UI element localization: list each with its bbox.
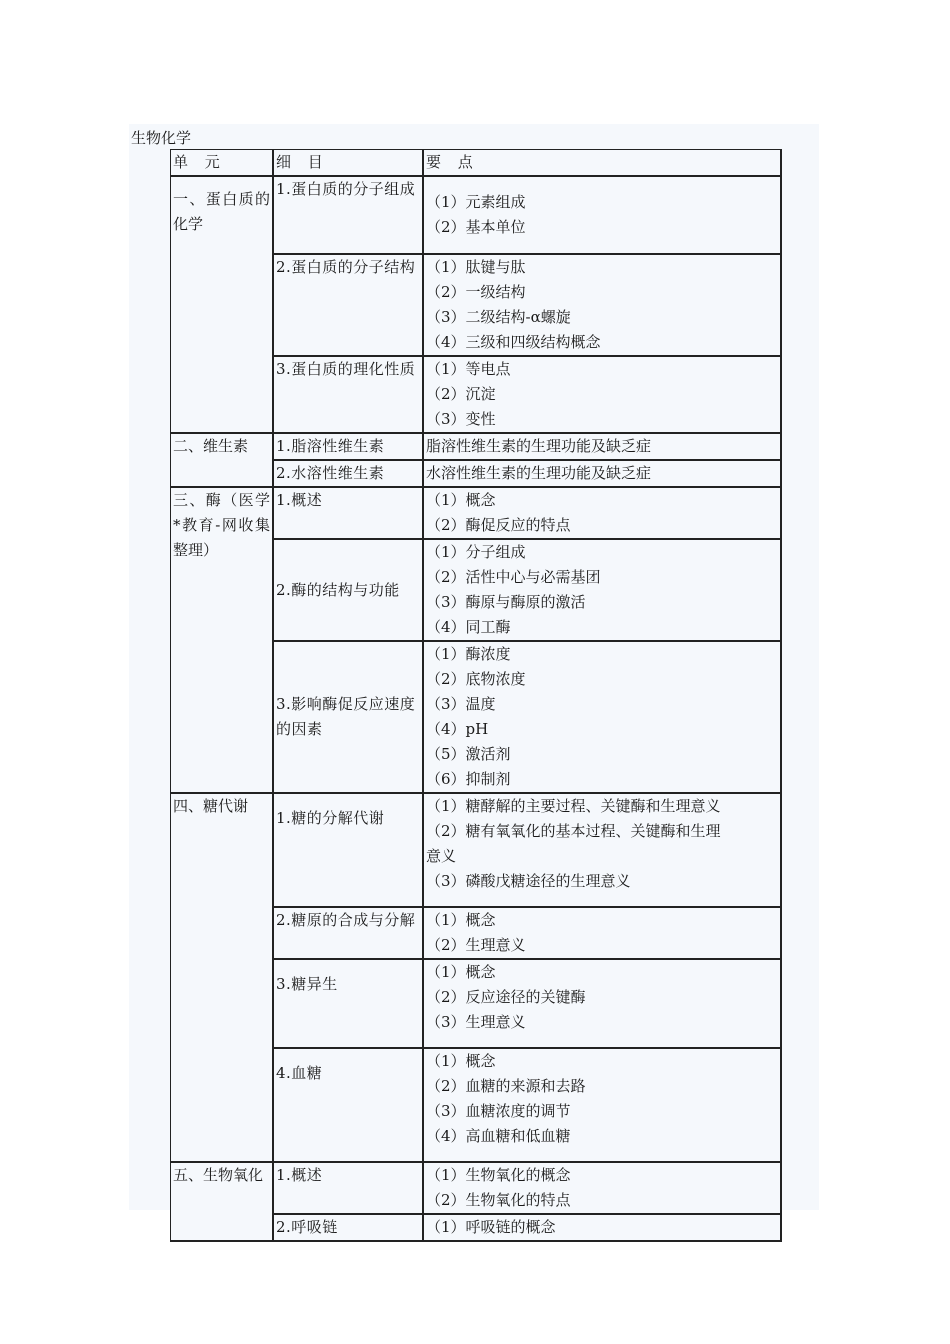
point-item: 水溶性维生素的生理功能及缺乏症 [426,464,652,482]
points-cell [424,960,782,1049]
point-item: （2）基本单位 [426,218,526,236]
point-item: （3）酶原与酶原的激活 [426,593,586,611]
point-item: 意义 [426,847,457,865]
point-item: （4）pH [426,720,489,738]
detail-cell: 1.概述 [274,1163,424,1215]
point-item: 脂溶性维生素的生理功能及缺乏症 [426,437,652,455]
unit-cell: 四、糖代谢 [171,794,274,1163]
points-cell [424,1163,782,1215]
detail-line: 3.影响酶促反应速度 [276,695,416,713]
table-header-row [171,150,782,177]
point-item: （2）生理意义 [426,936,526,954]
point-item: （1）糖酵解的主要过程、关键酶和生理意义 [426,797,721,815]
point-item: （1）概念 [426,1052,496,1070]
table-row [171,1163,782,1215]
point-item: （4）三级和四级结构概念 [426,333,601,351]
point-item: （1）元素组成 [426,193,526,211]
header-detail: 细 目 [274,150,424,177]
point-item: （6）抑制剂 [426,770,511,788]
point-item: （3）温度 [426,695,496,713]
syllabus-table [170,149,782,1242]
point-item: （1）概念 [426,911,496,929]
detail-cell: 2.蛋白质的分子结构 [274,255,424,357]
point-item: （2）生物氧化的特点 [426,1191,571,1209]
point-item: （1）肽键与肽 [426,258,526,276]
unit-cell: 一、蛋白质的化学 [171,177,274,434]
point-item: （2）反应途径的关键酶 [426,988,586,1006]
point-item: （3）血糖浓度的调节 [426,1102,571,1120]
points-cell [424,357,782,434]
point-item: （1）生物氧化的概念 [426,1166,571,1184]
unit-cell: 三、酶（医学*教育-网收集整理） [171,488,274,794]
detail-cell: 1.糖的分解代谢 [274,794,424,908]
detail-cell: 2.水溶性维生素 [274,461,424,488]
points-cell [424,255,782,357]
table-row [171,794,782,908]
points-cell [424,434,782,461]
table-row [171,434,782,461]
point-item: （1）酶浓度 [426,645,511,663]
point-item: （2）一级结构 [426,283,526,301]
point-item: （2）沉淀 [426,385,496,403]
points-cell [424,1215,782,1242]
detail-line: 的因素 [276,720,323,738]
unit-cell: 五、生物氧化 [171,1163,274,1242]
point-item: （3）二级结构-α螺旋 [426,308,571,326]
header-points: 要 点 [424,150,782,177]
detail-cell: 2.酶的结构与功能 [274,540,424,642]
detail-cell: 1.概述 [274,488,424,540]
points-cell [424,461,782,488]
points-cell [424,908,782,960]
table-row [171,177,782,255]
header-unit: 单 元 [171,150,274,177]
point-item: （1）分子组成 [426,543,526,561]
points-cell [424,540,782,642]
point-item: （2）底物浓度 [426,670,526,688]
detail-cell: 4.血糖 [274,1049,424,1163]
point-item: （2）血糖的来源和去路 [426,1077,586,1095]
points-cell [424,642,782,794]
point-item: （1）呼吸链的概念 [426,1218,556,1236]
detail-cell: 3.蛋白质的理化性质 [274,357,424,434]
detail-cell: 2.呼吸链 [274,1215,424,1242]
document-title: 生物化学 [131,129,192,147]
point-item: （3）磷酸戊糖途径的生理意义 [426,872,631,890]
points-cell [424,177,782,255]
point-item: （2）糖有氧氧化的基本过程、关键酶和生理 [426,822,721,840]
point-item: （1）等电点 [426,360,511,378]
point-item: （5）激活剂 [426,745,511,763]
detail-cell [274,642,424,794]
point-item: （1）概念 [426,963,496,981]
detail-cell: 2.糖原的合成与分解 [274,908,424,960]
detail-cell: 1.脂溶性维生素 [274,434,424,461]
point-item: （4）高血糖和低血糖 [426,1127,571,1145]
detail-cell: 3.糖异生 [274,960,424,1049]
points-cell [424,1049,782,1163]
points-cell [424,794,782,908]
detail-cell: 1.蛋白质的分子组成 [274,177,424,255]
point-item: （4）同工酶 [426,618,511,636]
table-row [171,488,782,540]
point-item: （3）变性 [426,410,496,428]
point-item: （2）活性中心与必需基团 [426,568,601,586]
point-item: （1）概念 [426,491,496,509]
point-item: （2）酶促反应的特点 [426,516,571,534]
points-cell [424,488,782,540]
unit-cell: 二、维生素 [171,434,274,488]
point-item: （3）生理意义 [426,1013,526,1031]
